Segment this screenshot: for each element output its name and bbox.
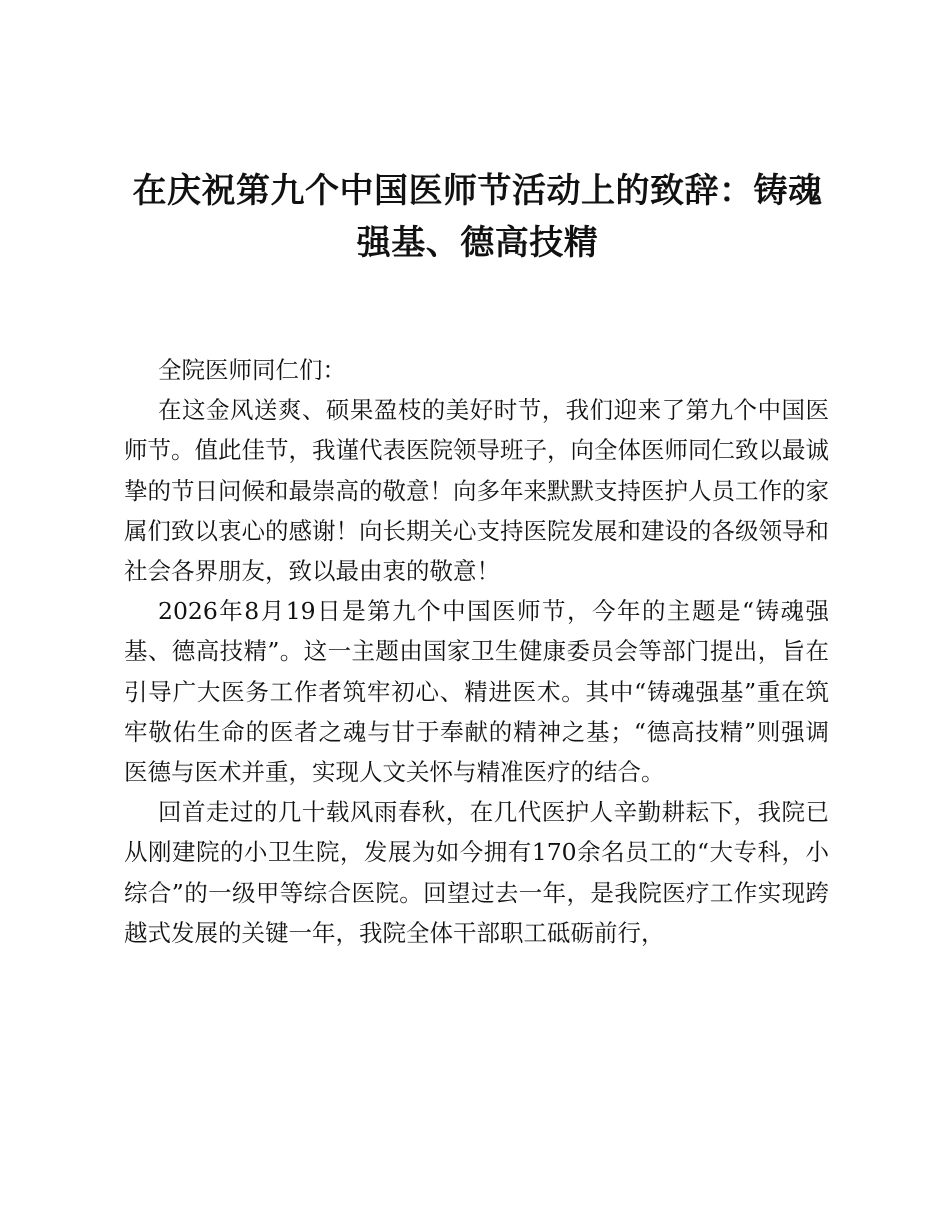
document-title-line-2: 强基、德高技精 bbox=[356, 223, 599, 263]
salutation-paragraph: 全院医师同仁们： bbox=[158, 356, 346, 384]
document-title-line-1: 在庆祝第九个中国医师节活动上的致辞：铸魂 bbox=[132, 171, 823, 211]
document-body bbox=[124, 350, 829, 953]
document-title bbox=[120, 165, 835, 269]
body-paragraph: 在这金风送爽、硕果盈枝的美好时节，我们迎来了第九个中国医师节。值此佳节，我谨代表医院领导班子，向全体医师同仁致以最诚挚的节日问候和最崇高的敬意！向多年来默默支持医护人员工作的家属们致以衷心的感谢！向长期关心支持医院发展和建设的各级领导和社会各界朋友，致以最由衷的敬意！ bbox=[124, 396, 829, 586]
body-paragraph: 回首走过的几十载风雨春秋，在几代医护人辛勤耕耘下，我院已从刚建院的小卫生院，发展为如今拥有170余名员工的“大专科，小综合”的一级甲等综合医院。回望过去一年，是我院医疗工作实现跨越式发展的关键一年，我院全体干部职工砥砺前行， bbox=[124, 798, 829, 947]
body-paragraph: 2026年8月19日是第九个中国医师节，今年的主题是“铸魂强基、德高技精”。这一主题由国家卫生健康委员会等部门提出，旨在引导广大医务工作者筑牢初心、精进医术。其中“铸魂强基”重在筑牢敬佑生命的医者之魂与甘于奉献的精神之基；“德高技精”则强调医德与医术并重，实现人文关怀与精准医疗的结合。 bbox=[124, 597, 829, 787]
